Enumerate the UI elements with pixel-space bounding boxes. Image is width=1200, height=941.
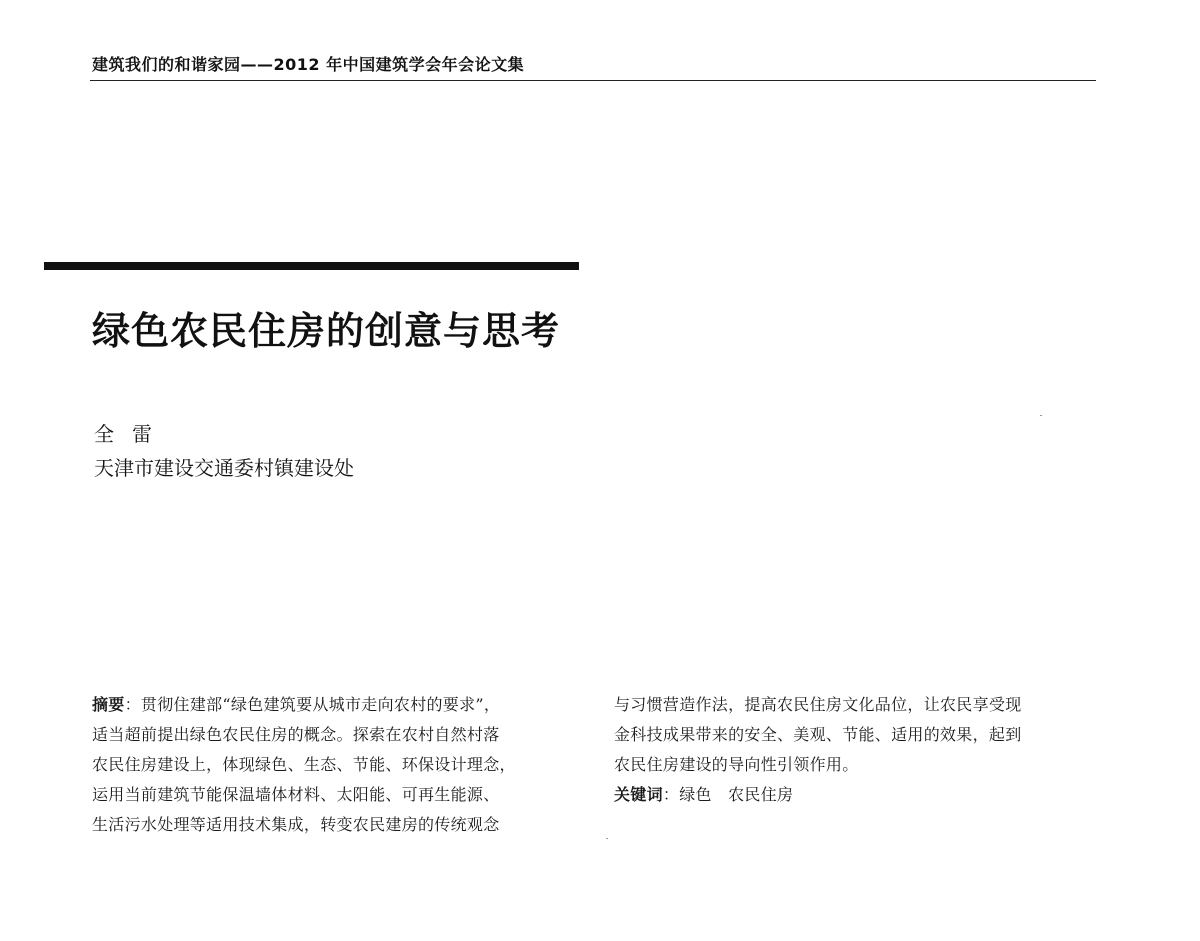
abstract-right-column [614, 690, 1100, 810]
author-affiliation: 天津市建设交通委村镇建设处 [94, 456, 354, 480]
keywords-line [614, 780, 1100, 810]
header-rule [90, 80, 1096, 81]
abstract-line: 农民住房建设上，体现绿色、生态、节能、环保设计理念， [92, 755, 516, 774]
abstract-left-column [92, 690, 592, 840]
abstract-line [92, 690, 592, 720]
abstract-line: 生活污水处理等适用技术集成，转变农民建房的传统观念 [92, 815, 500, 834]
abstract-line: 运用当前建筑节能保温墙体材料、太阳能、可再生能源、 [92, 785, 500, 804]
abstract-line: 与习惯营造作法，提高农民住房文化品位，让农民享受现 [614, 695, 1022, 714]
article-title: 绿色农民住房的创意与思考 [92, 309, 561, 353]
keywords-label: 关键词 [614, 785, 663, 804]
abstract-text: 贯彻住建部“绿色建筑要从城市走向农村的要求”， [140, 695, 501, 714]
title-bar [44, 262, 579, 270]
abstract-line: 金科技成果带来的安全、美观、节能、适用的效果，起到 [614, 725, 1022, 744]
abstract-line: 农民住房建设的导向性引领作用。 [614, 755, 859, 774]
abstract-label: 摘要 [92, 695, 125, 714]
keywords-separator: ： [662, 785, 680, 804]
scan-speck [606, 838, 608, 839]
running-header: 建筑我们的和谐家园——2012 年中国建筑学会年会论文集 [92, 55, 525, 74]
keywords-text: 绿色 农民住房 [679, 785, 794, 804]
scan-speck [1040, 415, 1042, 416]
author-name: 全雷 [94, 422, 170, 446]
abstract-line: 适当超前提出绿色农民住房的概念。探索在农村自然村落 [92, 725, 500, 744]
abstract-separator: ： [124, 695, 141, 714]
